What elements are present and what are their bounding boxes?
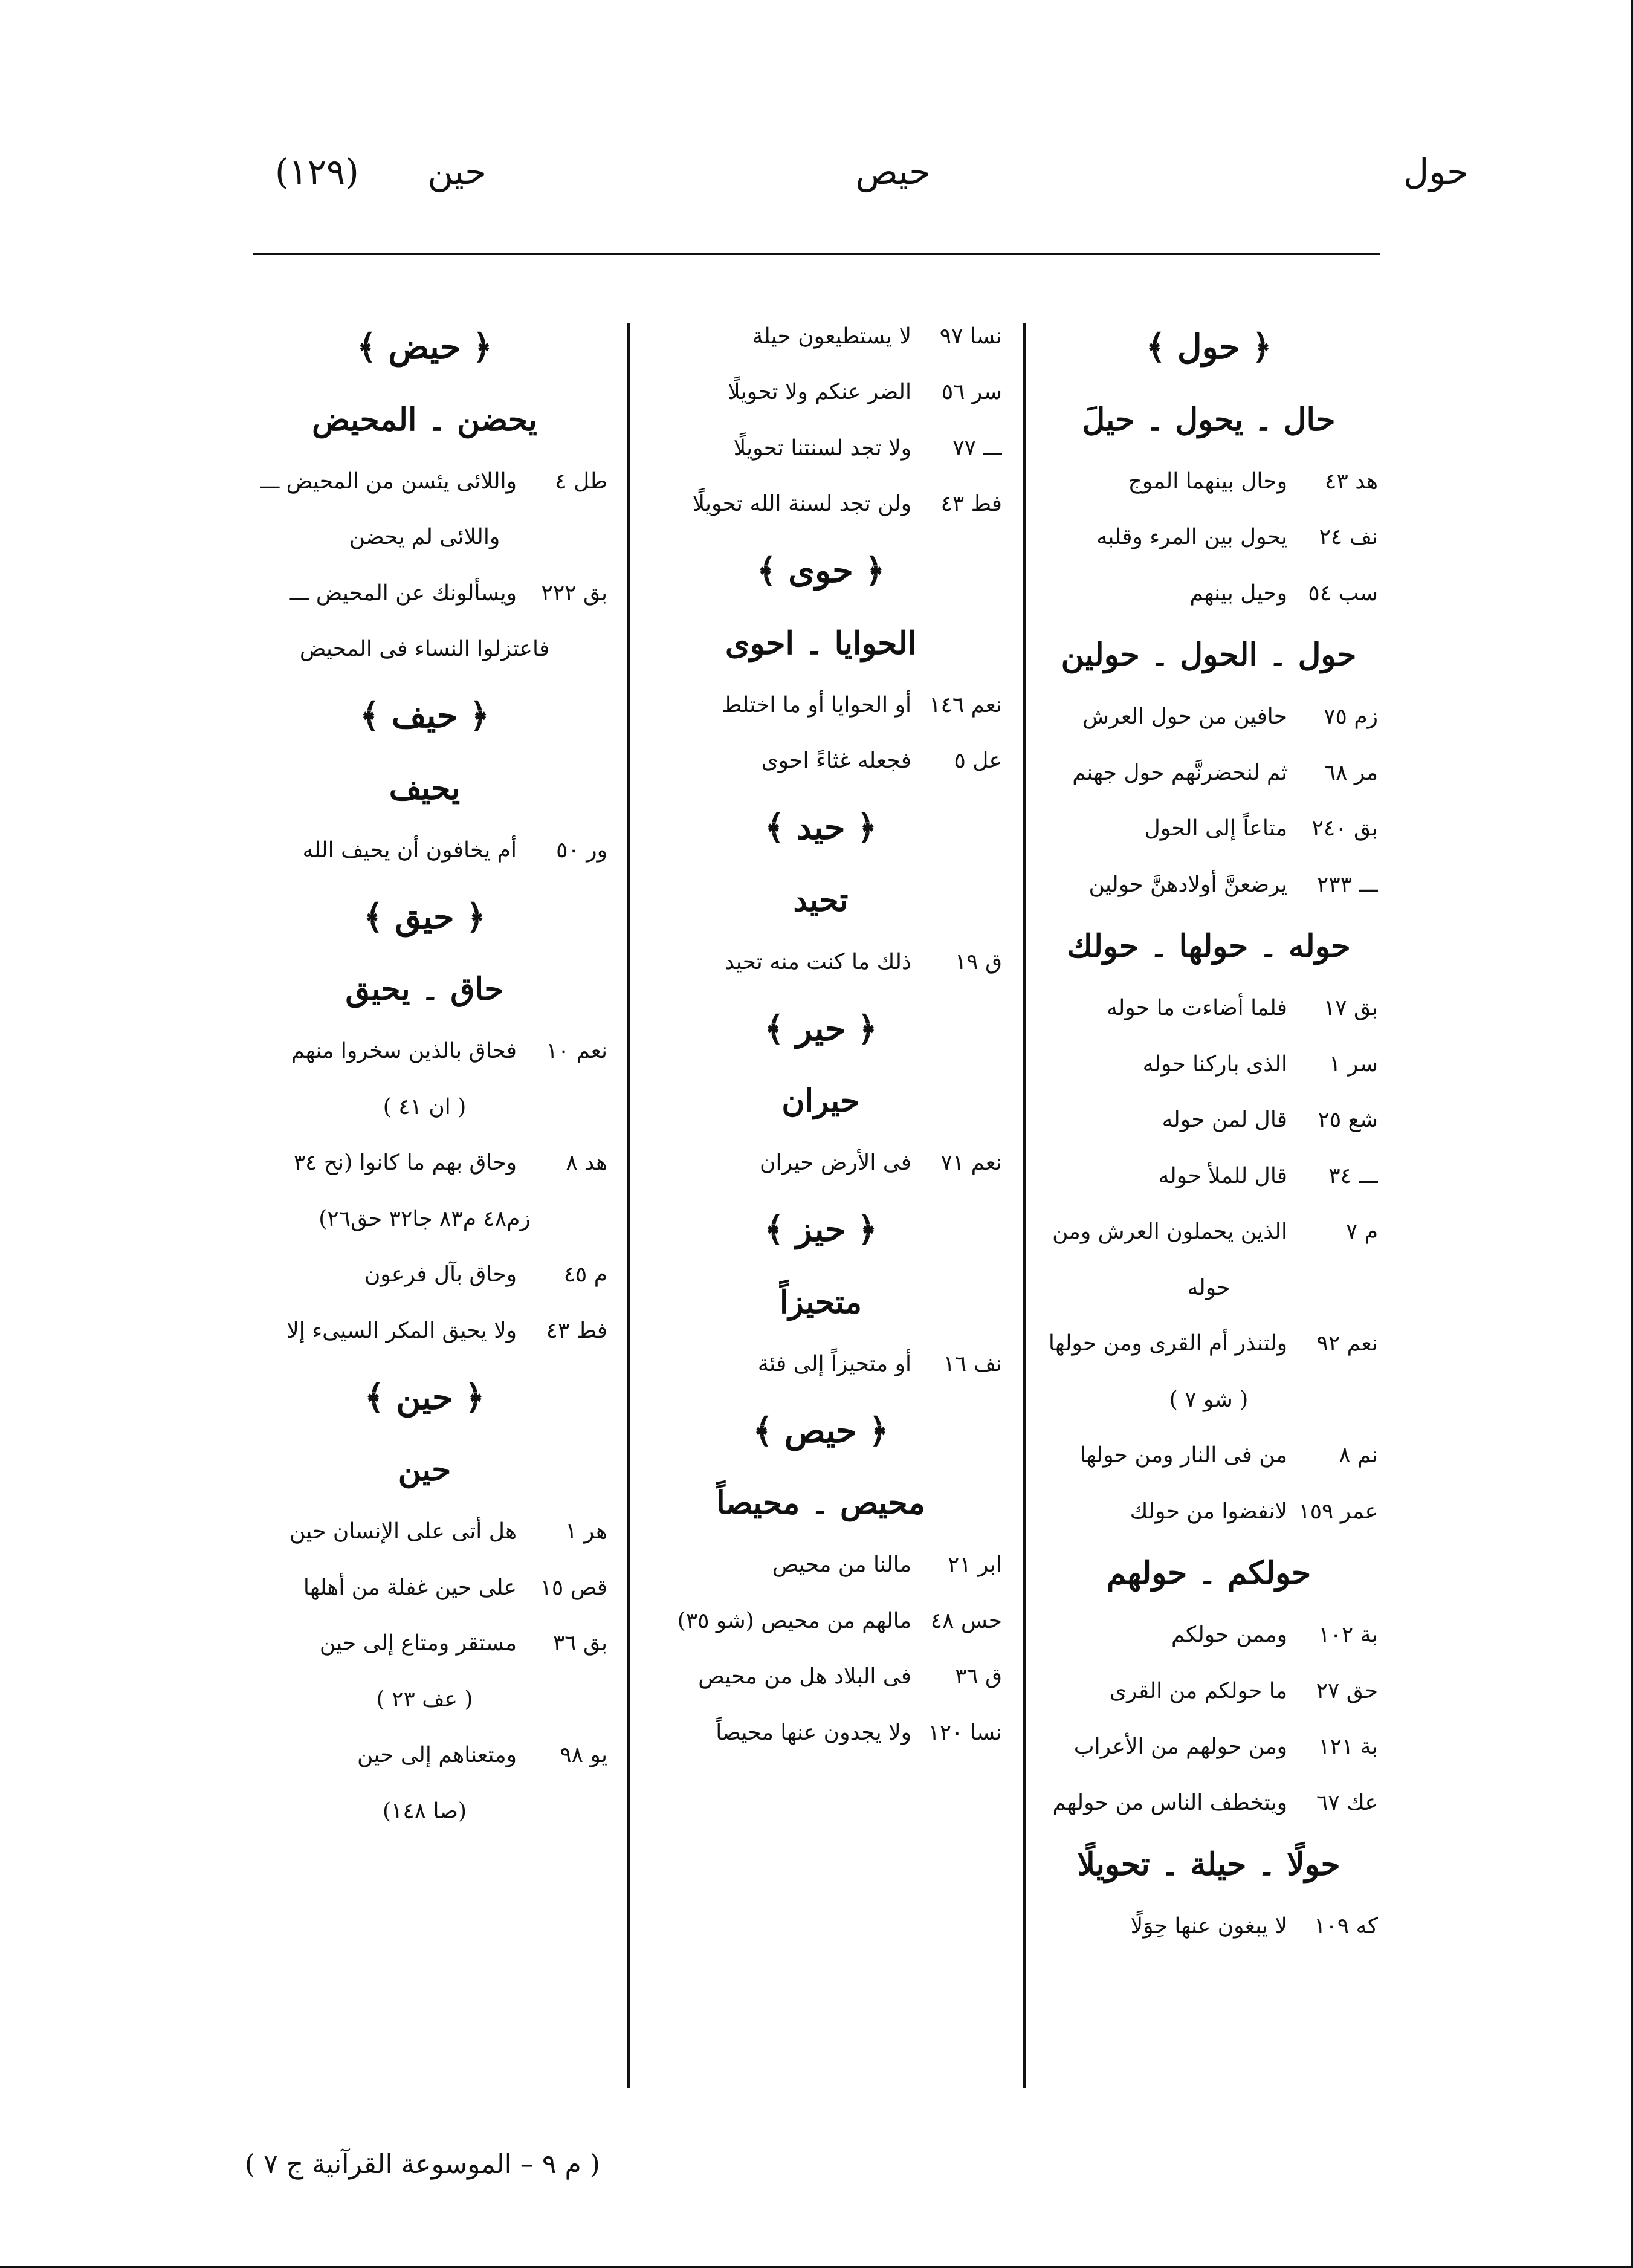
verse-text: من فى النار ومن حولها [1079, 1443, 1287, 1468]
verse-reference: نعم ٩٢ [1316, 1331, 1378, 1356]
verse-entry [1040, 801, 1378, 857]
verse-reference: نعم ٧١ [940, 1150, 1002, 1176]
verse-text: مالهم من محيص (شو ٣٥) [677, 1608, 911, 1633]
verse-text: فجعله غثاءً احوى [761, 748, 911, 774]
verse-text: ويسألونك عن المحيض ـــ [289, 580, 517, 606]
verse-entry [1040, 1663, 1378, 1719]
verse-entry [1040, 1148, 1378, 1204]
verse-text: ويتخطف الناس من حولهم [1052, 1790, 1287, 1815]
continuation-line: ( ان ٤١ ) [383, 1094, 467, 1119]
verse-entry [1040, 1775, 1378, 1831]
verse-text: واللائى يئسن من المحيض ـــ [260, 468, 517, 494]
verse-entry [242, 1616, 607, 1672]
verse-text: حافين من حول العرش [1082, 704, 1287, 730]
word-heading: حاق ۔ يحيق [345, 971, 504, 1008]
verse-text: الضر عنكم ولا تحويلًا [728, 380, 911, 405]
verse-reference: سر ١ [1329, 1051, 1378, 1077]
verse-entry [1040, 1899, 1378, 1955]
verse-reference: فط ٤٣ [546, 1318, 607, 1343]
verse-entry [639, 733, 1002, 789]
verse-text: وحيل بينهم [1189, 580, 1287, 606]
verse-reference: نسا ٩٧ [939, 323, 1002, 349]
verse-entry [242, 1023, 607, 1080]
column-right [1040, 308, 1378, 1954]
word-heading: حولكم ۔ حولهم [1106, 1555, 1311, 1592]
verse-reference: شع ٢٥ [1318, 1107, 1378, 1133]
verse-text: ولا يحيق المكر السيىء إلا [286, 1318, 517, 1343]
verse-entry [639, 364, 1002, 421]
verse-entry [1040, 745, 1378, 801]
verse-entry [639, 1649, 1002, 1705]
verse-reference: نف ٢٤ [1319, 525, 1378, 550]
verse-text: أو الحوايا أو ما اختلط [722, 692, 911, 718]
column-divider-right [1023, 323, 1026, 2088]
verse-text: ولا يجدون عنها محيصاً [716, 1720, 911, 1745]
verse-reference: بق ٢٢٢ [541, 580, 607, 606]
verse-entry [242, 1303, 607, 1359]
word-heading: يحيف [389, 770, 461, 807]
verse-text: وممن حولكم [1171, 1622, 1287, 1648]
column-left [242, 308, 607, 1839]
verse-entry [1040, 1719, 1378, 1775]
word-heading: الحوايا ۔ احوى [725, 624, 917, 662]
root-heading: ﴿ حول ﴾ [1145, 327, 1272, 367]
verse-reference: م ٤٥ [563, 1262, 607, 1288]
verse-reference: ـــ ٣٤ [1328, 1163, 1378, 1188]
verse-entry [639, 1537, 1002, 1593]
verse-reference: هر ١ [565, 1519, 607, 1544]
verse-reference: بة ١٠٢ [1318, 1622, 1378, 1648]
verse-text: على حين غفلة من أهلها [303, 1575, 517, 1600]
continuation-line: ( عف ٢٣ ) [376, 1686, 473, 1712]
header-rule [253, 253, 1380, 255]
verse-text: وحاق بآل فرعون [364, 1262, 517, 1288]
verse-entry [1040, 689, 1378, 745]
verse-text: ومن حولهم من الأعراب [1073, 1734, 1287, 1760]
verse-entry [242, 822, 607, 878]
verse-text: مستقر ومتاع إلى حين [319, 1631, 517, 1656]
verse-text: ولا تجد لسنتنا تحويلًا [733, 435, 911, 461]
continuation-line: فاعتزلوا النساء فى المحيض [299, 637, 550, 662]
verse-reference: فط ٤٣ [940, 491, 1002, 517]
verse-entry [242, 453, 607, 510]
verse-entry [639, 677, 1002, 733]
verse-reference: نسا ١٢٠ [928, 1720, 1002, 1745]
verse-reference: نف ١٦ [943, 1351, 1002, 1376]
verse-text: مالنا من محيص [772, 1552, 911, 1578]
verse-reference: كه ١٠٩ [1314, 1914, 1378, 1939]
word-heading: حول ۔ الحول ۔ حولين [1061, 637, 1357, 673]
verse-reference: يو ٩٨ [560, 1743, 607, 1768]
verse-text: فى البلاد هل من محيص [698, 1664, 911, 1690]
verse-entry [1040, 1316, 1378, 1372]
verse-text: لا يستطيعون حيلة [752, 323, 911, 349]
verse-entry [639, 1336, 1002, 1392]
verse-text: لانفضوا من حولك [1130, 1498, 1287, 1524]
verse-reference: ور ٥٠ [556, 837, 607, 863]
verse-reference: نعم ١٠ [546, 1038, 607, 1064]
root-heading: ﴿ حوى ﴾ [757, 551, 885, 591]
verse-reference: عل ٥ [954, 748, 1002, 774]
verse-text: ما حولكم من القرى [1109, 1678, 1287, 1703]
root-heading: ﴿ حيص ﴾ [752, 1410, 889, 1451]
verse-text: ولتنذر أم القرى ومن حولها [1048, 1331, 1287, 1356]
verse-reference: عك ٦٧ [1316, 1790, 1378, 1815]
verse-reference: ـــ ٢٣٣ [1316, 872, 1378, 897]
verse-reference: ق ٣٦ [954, 1664, 1002, 1690]
verse-text: فى الأرض حيران [760, 1150, 911, 1176]
verse-text: قال لمن حوله [1162, 1107, 1287, 1133]
word-heading: حوله ۔ حولها ۔ حولك [1067, 928, 1351, 965]
verse-text: قال للملأ حوله [1158, 1163, 1287, 1188]
word-heading: محيص ۔ محيصاً [716, 1485, 925, 1521]
verse-reference: حس ٤٨ [930, 1608, 1002, 1633]
verse-reference: م ٧ [1345, 1219, 1378, 1245]
verse-reference: عمر ١٥٩ [1298, 1498, 1378, 1524]
verse-entry [639, 1135, 1002, 1191]
continuation-line: زم٤٨ م٨٣ جا٣٢ حق٢٦) [319, 1206, 531, 1231]
verse-text: أو متحيزاً إلى فئة [757, 1351, 911, 1376]
verse-entry [639, 308, 1002, 364]
word-heading: حيران [781, 1083, 860, 1119]
verse-reference: سب ٥٤ [1308, 580, 1378, 606]
verse-reference: بة ١٢١ [1318, 1734, 1378, 1760]
column-divider-left [627, 323, 630, 2088]
verse-text: هل أتى على الإنسان حين [289, 1519, 517, 1544]
verse-text: متاعاً إلى الحول [1144, 816, 1287, 841]
verse-reference: نعم ١٤٦ [929, 692, 1002, 718]
header-word-left: حين [427, 151, 487, 192]
verse-reference: مر ٦٨ [1324, 760, 1378, 785]
continuation-line: حوله [1187, 1275, 1230, 1300]
verse-reference: ق ١٩ [954, 949, 1002, 974]
word-heading: حولًا ۔ حيلة ۔ تحويلًا [1077, 1846, 1340, 1883]
root-heading: ﴿ حيز ﴾ [764, 1210, 878, 1249]
verse-entry [1040, 1607, 1378, 1664]
continuation-line: ( شو ٧ ) [1169, 1387, 1249, 1412]
verse-text: وحاق بهم ما كانوا (نح ٣٤ [293, 1150, 517, 1176]
verse-entry [1040, 857, 1378, 913]
verse-entry [1040, 1428, 1378, 1484]
continuation-line: واللائى لم يحضن [349, 525, 500, 550]
verse-entry [1040, 980, 1378, 1037]
verse-text: فحاق بالذين سخروا منهم [291, 1038, 517, 1064]
verse-reference: زم ٧٥ [1324, 704, 1378, 730]
verse-text: ثم لنحضرنَّهم حول جهنم [1072, 760, 1287, 785]
verse-reference: ـــ ٧٧ [952, 435, 1002, 461]
verse-reference: سر ٥٦ [941, 380, 1002, 405]
verse-entry [639, 476, 1002, 533]
verse-text: ومتعناهم إلى حين [357, 1743, 517, 1768]
verse-reference: طل ٤ [555, 468, 607, 494]
header-word-center: حيص [855, 151, 931, 192]
verse-entry [242, 1560, 607, 1616]
verse-entry [639, 934, 1002, 990]
verse-text: يحول بين المرء وقلبه [1096, 525, 1287, 550]
verse-entry [639, 1705, 1002, 1761]
verse-reference: هد ٤٣ [1325, 468, 1378, 494]
verse-reference: حق ٢٧ [1316, 1678, 1378, 1703]
verse-reference: بق ٢٤٠ [1311, 816, 1378, 841]
root-heading: ﴿ حين ﴾ [364, 1377, 485, 1418]
verse-reference: هد ٨ [566, 1150, 607, 1176]
verse-entry [1040, 1483, 1378, 1540]
verse-entry [639, 1593, 1002, 1649]
verse-entry [242, 1247, 607, 1303]
verse-text: فلما أضاءت ما حوله [1107, 996, 1287, 1021]
root-heading: ﴿ حيض ﴾ [357, 327, 493, 367]
verse-text: يرضعنَّ أولادهنَّ حولين [1088, 872, 1287, 897]
verse-entry [1040, 1204, 1378, 1260]
verse-reference: بق ٣٦ [552, 1631, 607, 1656]
verse-reference: نم ٨ [1339, 1443, 1378, 1468]
verse-reference: ابر ٢١ [948, 1552, 1002, 1578]
verse-entry [639, 420, 1002, 476]
verse-reference: قص ١٥ [540, 1575, 607, 1600]
verse-entry [1040, 565, 1378, 621]
verse-reference: بق ١٧ [1323, 996, 1378, 1021]
word-heading: تحيد [793, 881, 849, 919]
verse-text: وحال بينهما الموج [1128, 468, 1287, 494]
page-number: (١٢٩) [275, 151, 359, 192]
word-heading: حين [398, 1451, 451, 1488]
verse-text: الذين يحملون العرش ومن [1052, 1219, 1287, 1245]
verse-entry [1040, 453, 1378, 510]
header-word-right: حول [1403, 151, 1469, 192]
verse-entry [242, 565, 607, 621]
column-middle [639, 308, 1002, 1761]
word-heading: يحضن ۔ المحيض [312, 401, 537, 438]
continuation-line: (صا ١٤٨) [382, 1798, 467, 1824]
verse-text: ولن تجد لسنة الله تحويلًا [692, 491, 911, 517]
root-heading: ﴿ حيف ﴾ [360, 696, 490, 736]
verse-text: ذلك ما كنت منه تحيد [724, 949, 911, 974]
root-heading: ﴿ حير ﴾ [764, 1008, 878, 1049]
word-heading: متحيزاً [780, 1283, 862, 1321]
verse-text: الذى باركنا حوله [1142, 1051, 1287, 1077]
verse-entry [242, 1135, 607, 1191]
verse-entry [242, 1504, 607, 1560]
root-heading: ﴿ حيق ﴾ [363, 896, 486, 937]
word-heading: حال ۔ يحول ۔ حيلَ [1082, 401, 1336, 438]
verse-text: لا يبغون عنها حِوَلًا [1130, 1914, 1287, 1939]
root-heading: ﴿ حيد ﴾ [765, 808, 877, 847]
verse-text: أم يخافون أن يحيف الله [302, 837, 517, 863]
verse-entry [1040, 510, 1378, 566]
page-footer: ( م ٩ – الموسوعة القرآنية ج ٧ ) [245, 2149, 600, 2180]
verse-entry [1040, 1092, 1378, 1149]
page-header [254, 151, 1469, 218]
verse-entry [242, 1728, 607, 1784]
verse-entry [1040, 1036, 1378, 1092]
